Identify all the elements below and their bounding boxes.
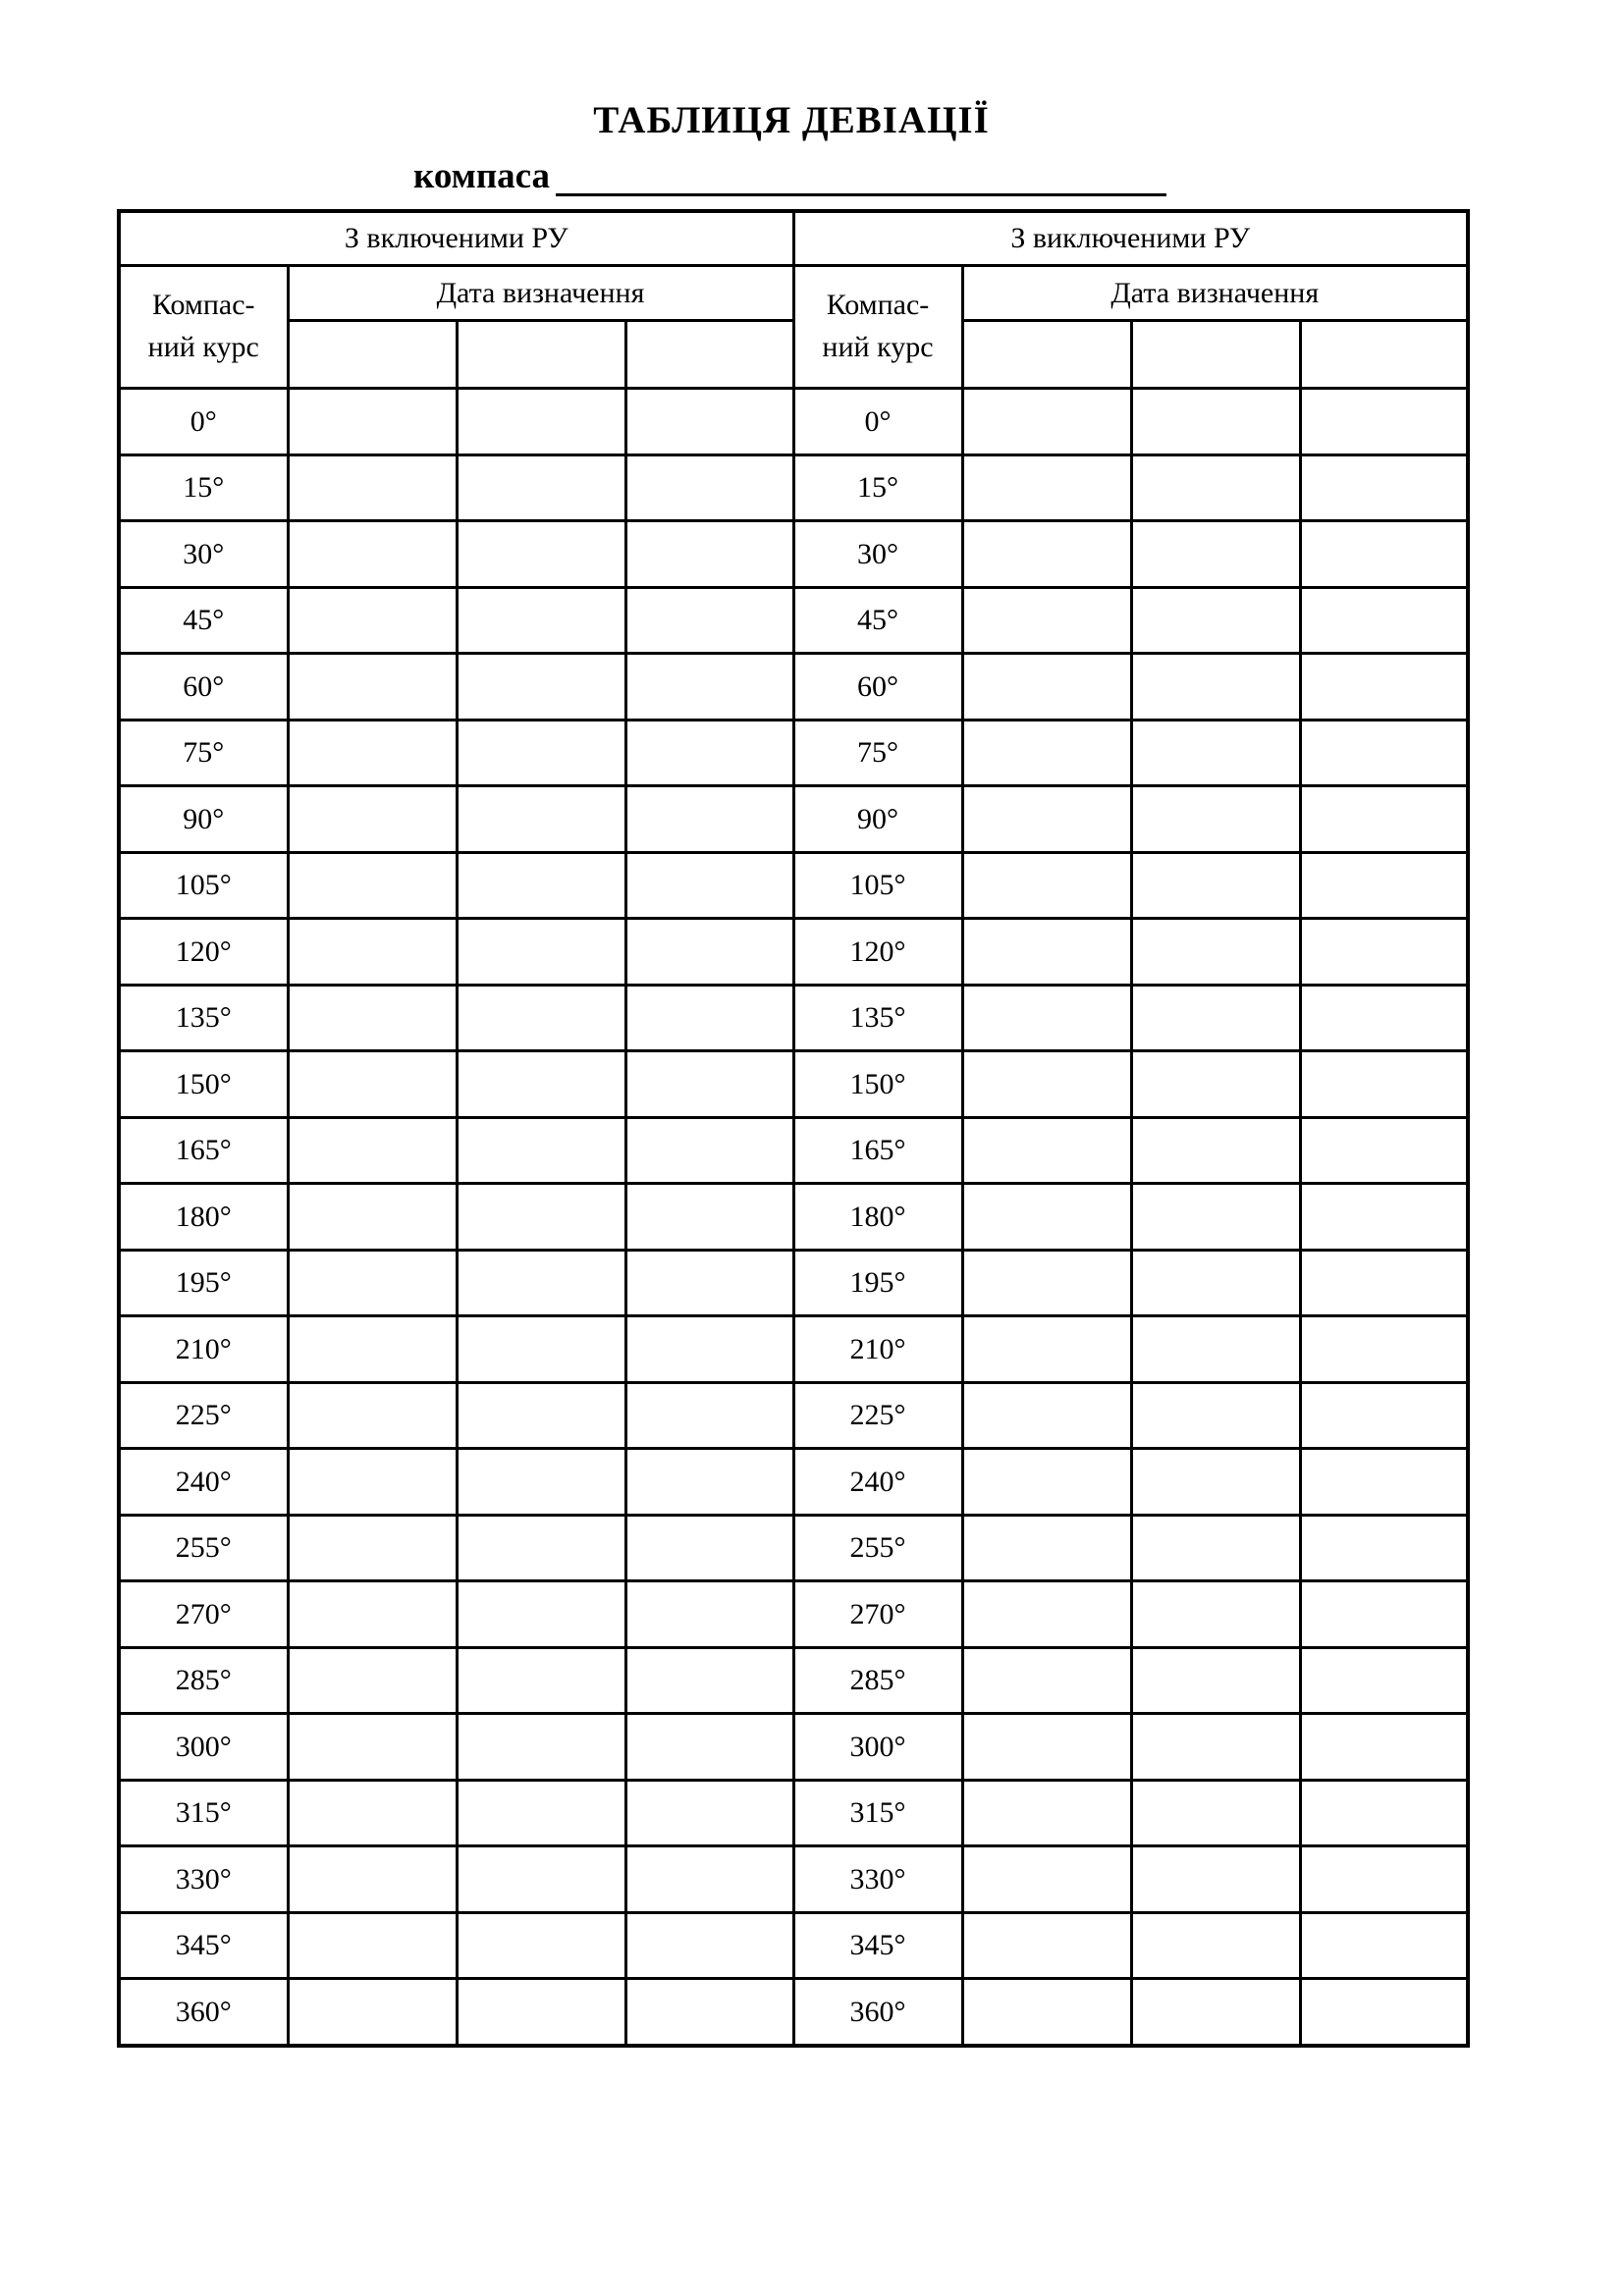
date-value-cell	[288, 389, 457, 455]
date-value-cell	[457, 521, 625, 588]
date-value-cell	[625, 521, 793, 588]
course-cell: 0°	[793, 389, 962, 455]
course-cell: 180°	[793, 1184, 962, 1251]
date-value-cell	[1131, 521, 1300, 588]
course-cell: 330°	[119, 1846, 288, 1913]
date-value-cell	[625, 1316, 793, 1383]
date-value-cell	[625, 1117, 793, 1184]
date-value-cell	[1300, 1979, 1468, 2046]
date-value-cell	[457, 654, 625, 721]
date-value-cell	[1300, 389, 1468, 455]
course-cell: 15°	[793, 454, 962, 521]
date-value-cell	[457, 1117, 625, 1184]
date-value-cell	[962, 919, 1131, 986]
date-value-cell	[1131, 654, 1300, 721]
date-subcolumn-blank	[457, 321, 625, 389]
course-cell: 45°	[793, 587, 962, 654]
date-value-cell	[1300, 985, 1468, 1051]
course-cell: 330°	[793, 1846, 962, 1913]
date-value-cell	[625, 587, 793, 654]
course-cell: 285°	[793, 1647, 962, 1714]
mode-header-right: З виключеними РУ	[793, 211, 1468, 266]
date-value-cell	[1131, 1581, 1300, 1648]
date-value-cell	[962, 521, 1131, 588]
course-cell: 0°	[119, 389, 288, 455]
date-value-cell	[288, 1714, 457, 1781]
course-row	[119, 1316, 1468, 1383]
course-cell: 30°	[119, 521, 288, 588]
course-cell: 135°	[119, 985, 288, 1051]
date-value-cell	[625, 985, 793, 1051]
date-value-cell	[962, 587, 1131, 654]
date-value-cell	[625, 1515, 793, 1581]
date-value-cell	[288, 1581, 457, 1648]
course-row	[119, 786, 1468, 853]
course-row	[119, 587, 1468, 654]
course-row	[119, 1647, 1468, 1714]
date-value-cell	[1300, 1912, 1468, 1979]
course-cell: 30°	[793, 521, 962, 588]
date-value-cell	[457, 852, 625, 919]
date-subcolumn-blank	[1300, 321, 1468, 389]
date-value-cell	[1131, 1846, 1300, 1913]
date-value-cell	[625, 1184, 793, 1251]
course-row	[119, 1515, 1468, 1581]
date-value-cell	[457, 389, 625, 455]
date-value-cell	[457, 1780, 625, 1846]
date-value-cell	[1131, 1184, 1300, 1251]
course-cell: 60°	[119, 654, 288, 721]
date-value-cell	[625, 1449, 793, 1516]
course-cell: 165°	[793, 1117, 962, 1184]
date-value-cell	[625, 720, 793, 786]
course-column-header-left	[119, 266, 288, 389]
course-cell: 255°	[793, 1515, 962, 1581]
date-value-cell	[962, 985, 1131, 1051]
course-header-line1-right: Компас-	[826, 289, 930, 322]
course-cell: 225°	[793, 1382, 962, 1449]
date-value-cell	[1131, 852, 1300, 919]
course-cell: 195°	[119, 1250, 288, 1316]
date-value-cell	[962, 720, 1131, 786]
date-header-row	[119, 266, 1468, 321]
date-value-cell	[625, 1382, 793, 1449]
date-value-cell	[457, 1714, 625, 1781]
date-value-cell	[962, 1051, 1131, 1118]
date-value-cell	[457, 1979, 625, 2046]
date-subcolumn-blank	[625, 321, 793, 389]
date-value-cell	[962, 454, 1131, 521]
course-row	[119, 521, 1468, 588]
date-value-cell	[288, 1051, 457, 1118]
date-value-cell	[457, 1250, 625, 1316]
date-value-cell	[1300, 1382, 1468, 1449]
date-value-cell	[962, 1979, 1131, 2046]
date-value-cell	[288, 454, 457, 521]
course-row	[119, 919, 1468, 986]
date-value-cell	[1131, 1515, 1300, 1581]
date-subcolumn-blank	[1131, 321, 1300, 389]
date-value-cell	[457, 1382, 625, 1449]
date-value-cell	[288, 985, 457, 1051]
date-value-cell	[457, 454, 625, 521]
date-value-cell	[625, 1051, 793, 1118]
date-value-cell	[1300, 1846, 1468, 1913]
course-row	[119, 1051, 1468, 1118]
course-row	[119, 1449, 1468, 1516]
date-value-cell	[288, 587, 457, 654]
date-header-left: Дата визначення	[288, 266, 793, 321]
date-value-cell	[457, 1846, 625, 1913]
date-header-right: Дата визначення	[962, 266, 1468, 321]
course-cell: 90°	[119, 786, 288, 853]
course-cell: 120°	[793, 919, 962, 986]
date-value-cell	[625, 919, 793, 986]
date-value-cell	[288, 1449, 457, 1516]
date-value-cell	[1131, 587, 1300, 654]
course-cell: 105°	[119, 852, 288, 919]
date-value-cell	[1300, 786, 1468, 853]
date-value-cell	[962, 1250, 1131, 1316]
date-value-cell	[1300, 654, 1468, 721]
date-value-cell	[625, 1780, 793, 1846]
date-value-cell	[962, 1647, 1131, 1714]
date-value-cell	[962, 1780, 1131, 1846]
deviation-table	[117, 209, 1470, 2048]
date-value-cell	[457, 786, 625, 853]
date-value-cell	[288, 852, 457, 919]
course-column-header-right	[793, 266, 962, 389]
date-value-cell	[625, 1581, 793, 1648]
course-cell: 135°	[793, 985, 962, 1051]
course-row	[119, 852, 1468, 919]
date-value-cell	[625, 786, 793, 853]
course-rows	[119, 389, 1468, 2046]
course-row	[119, 720, 1468, 786]
date-value-cell	[625, 1979, 793, 2046]
course-cell: 120°	[119, 919, 288, 986]
course-cell: 285°	[119, 1647, 288, 1714]
course-cell: 240°	[793, 1449, 962, 1516]
date-value-cell	[1131, 1250, 1300, 1316]
date-value-cell	[457, 1912, 625, 1979]
date-value-cell	[625, 1250, 793, 1316]
course-cell: 210°	[119, 1316, 288, 1383]
compass-name-blank-line	[556, 193, 1166, 196]
course-row	[119, 1581, 1468, 1648]
date-value-cell	[1300, 1117, 1468, 1184]
date-value-cell	[1300, 1250, 1468, 1316]
course-cell: 270°	[119, 1581, 288, 1648]
date-value-cell	[962, 654, 1131, 721]
course-cell: 345°	[793, 1912, 962, 1979]
course-cell: 345°	[119, 1912, 288, 1979]
course-cell: 315°	[119, 1780, 288, 1846]
date-value-cell	[962, 1117, 1131, 1184]
date-value-cell	[1131, 454, 1300, 521]
date-value-cell	[288, 654, 457, 721]
date-value-cell	[1300, 1647, 1468, 1714]
date-value-cell	[288, 1912, 457, 1979]
date-subcolumn-blank	[288, 321, 457, 389]
date-value-cell	[288, 521, 457, 588]
course-row	[119, 1250, 1468, 1316]
date-value-cell	[288, 720, 457, 786]
date-value-cell	[288, 919, 457, 986]
course-row	[119, 1184, 1468, 1251]
course-header-line1-left: Компас-	[151, 289, 255, 322]
course-row	[119, 1714, 1468, 1781]
date-value-cell	[457, 1515, 625, 1581]
date-value-cell	[288, 1382, 457, 1449]
date-value-cell	[1300, 720, 1468, 786]
date-value-cell	[457, 1581, 625, 1648]
course-row	[119, 389, 1468, 455]
date-value-cell	[625, 654, 793, 721]
course-cell: 75°	[793, 720, 962, 786]
date-value-cell	[1131, 1714, 1300, 1781]
date-value-cell	[457, 985, 625, 1051]
date-value-cell	[1131, 1647, 1300, 1714]
date-value-cell	[962, 852, 1131, 919]
date-value-cell	[962, 389, 1131, 455]
date-value-cell	[1131, 1117, 1300, 1184]
date-value-cell	[1300, 1051, 1468, 1118]
date-value-cell	[962, 1184, 1131, 1251]
date-value-cell	[1131, 1912, 1300, 1979]
date-value-cell	[288, 1979, 457, 2046]
date-value-cell	[962, 1846, 1131, 1913]
date-value-cell	[1131, 919, 1300, 986]
date-value-cell	[625, 852, 793, 919]
date-value-cell	[288, 1184, 457, 1251]
date-value-cell	[625, 454, 793, 521]
date-value-cell	[625, 1912, 793, 1979]
course-row	[119, 1979, 1468, 2046]
date-value-cell	[1300, 1184, 1468, 1251]
course-cell: 210°	[793, 1316, 962, 1383]
course-cell: 225°	[119, 1382, 288, 1449]
date-value-cell	[457, 919, 625, 986]
date-value-cell	[625, 1846, 793, 1913]
date-value-cell	[457, 1647, 625, 1714]
date-value-cell	[962, 1449, 1131, 1516]
course-row	[119, 454, 1468, 521]
date-value-cell	[1131, 786, 1300, 853]
course-cell: 300°	[119, 1714, 288, 1781]
date-value-cell	[1300, 587, 1468, 654]
date-value-cell	[288, 1846, 457, 1913]
date-value-cell	[1300, 1581, 1468, 1648]
course-row	[119, 1382, 1468, 1449]
course-header-line2-left: ний курс	[147, 331, 259, 363]
course-row	[119, 1117, 1468, 1184]
date-value-cell	[962, 1912, 1131, 1979]
page-title: ТАБЛИЦЯ ДЕВІАЦІЇ	[593, 99, 990, 141]
mode-header-left: З включеними РУ	[119, 211, 793, 266]
date-value-cell	[288, 1647, 457, 1714]
date-value-cell	[962, 1382, 1131, 1449]
date-value-cell	[457, 1449, 625, 1516]
date-value-cell	[1300, 919, 1468, 986]
date-value-cell	[288, 1117, 457, 1184]
course-header-line2-right: ний курс	[822, 331, 934, 363]
course-cell: 150°	[793, 1051, 962, 1118]
date-value-cell	[457, 587, 625, 654]
date-value-cell	[1131, 1449, 1300, 1516]
course-cell: 15°	[119, 454, 288, 521]
mode-header-row	[119, 211, 1468, 266]
course-row	[119, 985, 1468, 1051]
date-value-cell	[1131, 1316, 1300, 1383]
course-cell: 195°	[793, 1250, 962, 1316]
date-value-cell	[962, 1714, 1131, 1781]
course-cell: 360°	[793, 1979, 962, 2046]
date-value-cell	[625, 389, 793, 455]
date-value-cell	[1131, 389, 1300, 455]
date-value-cell	[1300, 852, 1468, 919]
course-cell: 300°	[793, 1714, 962, 1781]
date-value-cell	[962, 786, 1131, 853]
course-row	[119, 1846, 1468, 1913]
course-cell: 315°	[793, 1780, 962, 1846]
date-value-cell	[1300, 1449, 1468, 1516]
date-value-cell	[625, 1714, 793, 1781]
course-cell: 90°	[793, 786, 962, 853]
course-cell: 60°	[793, 654, 962, 721]
date-value-cell	[625, 1647, 793, 1714]
date-value-cell	[962, 1581, 1131, 1648]
date-value-cell	[1131, 720, 1300, 786]
course-cell: 360°	[119, 1979, 288, 2046]
date-value-cell	[1300, 521, 1468, 588]
date-value-cell	[457, 1316, 625, 1383]
course-cell: 165°	[119, 1117, 288, 1184]
date-value-cell	[1131, 985, 1300, 1051]
date-value-cell	[1131, 1382, 1300, 1449]
date-value-cell	[1300, 454, 1468, 521]
course-cell: 180°	[119, 1184, 288, 1251]
course-cell: 75°	[119, 720, 288, 786]
course-cell: 150°	[119, 1051, 288, 1118]
date-value-cell	[1131, 1051, 1300, 1118]
date-value-cell	[288, 786, 457, 853]
date-value-cell	[457, 1184, 625, 1251]
date-value-cell	[1300, 1780, 1468, 1846]
course-row	[119, 654, 1468, 721]
date-value-cell	[1131, 1979, 1300, 2046]
date-value-cell	[1300, 1515, 1468, 1581]
date-value-cell	[1300, 1316, 1468, 1383]
course-cell: 105°	[793, 852, 962, 919]
date-value-cell	[962, 1515, 1131, 1581]
date-value-cell	[288, 1316, 457, 1383]
course-cell: 240°	[119, 1449, 288, 1516]
date-value-cell	[457, 1051, 625, 1118]
course-cell: 255°	[119, 1515, 288, 1581]
course-cell: 270°	[793, 1581, 962, 1648]
date-value-cell	[962, 1316, 1131, 1383]
course-cell: 45°	[119, 587, 288, 654]
compass-label: компаса	[413, 156, 551, 196]
date-value-cell	[288, 1780, 457, 1846]
date-subcolumn-blank	[962, 321, 1131, 389]
course-row	[119, 1912, 1468, 1979]
date-value-cell	[457, 720, 625, 786]
date-value-cell	[288, 1250, 457, 1316]
course-row	[119, 1780, 1468, 1846]
date-value-cell	[1300, 1714, 1468, 1781]
date-value-cell	[1131, 1780, 1300, 1846]
date-value-cell	[288, 1515, 457, 1581]
